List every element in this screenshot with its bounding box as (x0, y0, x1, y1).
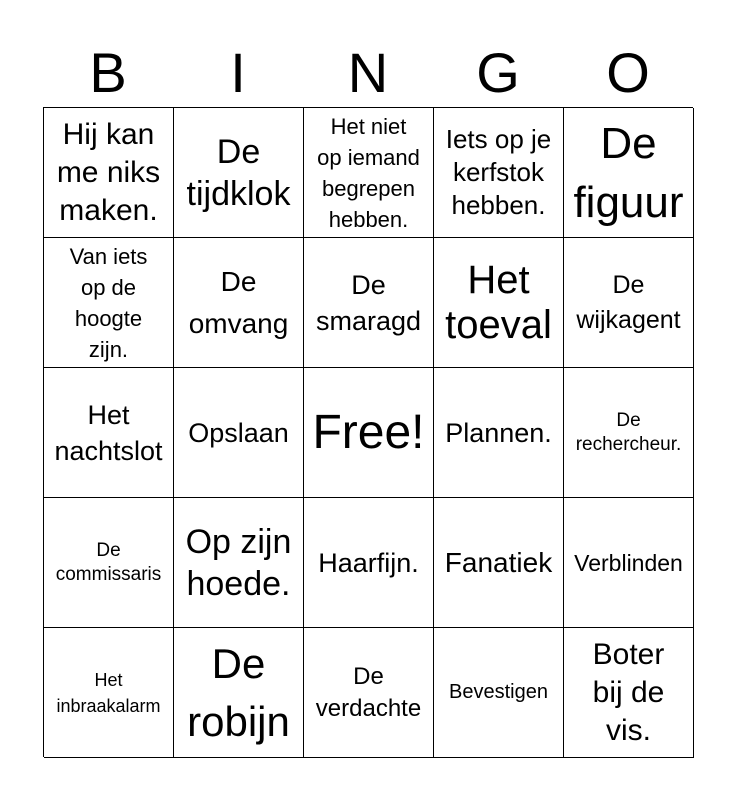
cell-text: Plannen. (445, 417, 552, 448)
header-letter-i: I (230, 41, 246, 104)
cell-text: De rechercheur. (575, 409, 682, 455)
cell-text: De omvang (188, 265, 289, 339)
cell-text: De smaragd (315, 269, 422, 336)
cell-text: De wijkagent (576, 270, 681, 334)
cell-text: De commissaris (55, 539, 162, 585)
bingo-cell[interactable] (564, 498, 694, 628)
bingo-cell[interactable] (564, 628, 694, 758)
bingo-cell[interactable] (434, 108, 564, 238)
cell-text: De verdachte (315, 662, 422, 722)
bingo-cell[interactable] (174, 238, 304, 368)
bingo-cell[interactable] (434, 498, 564, 628)
cell-text: De robijn (187, 639, 290, 745)
cell-text: Van iets op de hoogte zijn. (69, 243, 148, 362)
bingo-cell[interactable] (174, 628, 304, 758)
free-space-cell[interactable] (304, 368, 434, 498)
bingo-card-grid (43, 107, 693, 757)
bingo-cell[interactable] (174, 108, 304, 238)
cell-text: Hij kan me niks maken. (56, 117, 161, 227)
cell-text: Verblinden (574, 549, 683, 576)
cell-text: Boter bij de vis. (592, 637, 665, 747)
cell-text: De tijdklok (186, 132, 291, 213)
cell-text: Op zijn hoede. (185, 522, 292, 603)
bingo-cell[interactable] (44, 368, 174, 498)
cell-text: De figuur (573, 118, 684, 227)
cell-text: Bevestigen (449, 681, 548, 703)
cell-text: Het niet op iemand begrepen hebben. (317, 113, 420, 232)
bingo-cell[interactable] (174, 368, 304, 498)
bingo-cell[interactable] (44, 628, 174, 758)
bingo-cell[interactable] (564, 368, 694, 498)
bingo-cell[interactable] (44, 108, 174, 238)
cell-text: Het toeval (445, 257, 552, 347)
bingo-cell[interactable] (44, 238, 174, 368)
header-letter-g: G (476, 41, 520, 104)
bingo-cell[interactable] (434, 368, 564, 498)
bingo-cell[interactable] (174, 498, 304, 628)
cell-text: Het nachtslot (54, 399, 163, 466)
bingo-cell[interactable] (44, 498, 174, 628)
bingo-cell[interactable] (304, 628, 434, 758)
bingo-cell[interactable] (434, 628, 564, 758)
free-space-text: Free! (312, 405, 425, 459)
bingo-header (43, 38, 693, 108)
cell-text: Opslaan (188, 417, 289, 448)
cell-text: Fanatiek (444, 546, 553, 578)
cell-text: Haarfijn. (318, 547, 419, 578)
bingo-cell[interactable] (564, 238, 694, 368)
bingo-cell[interactable] (304, 108, 434, 238)
cell-text: Het inbraakalarm (56, 669, 161, 716)
bingo-cell[interactable] (564, 108, 694, 238)
bingo-cell[interactable] (434, 238, 564, 368)
cell-text: Iets op je kerfstok hebben. (445, 124, 552, 220)
header-letter-n: N (347, 41, 389, 104)
bingo-cell[interactable] (304, 498, 434, 628)
header-letter-b: B (89, 41, 127, 104)
header-letter-o: O (606, 41, 650, 104)
bingo-cell[interactable] (304, 238, 434, 368)
